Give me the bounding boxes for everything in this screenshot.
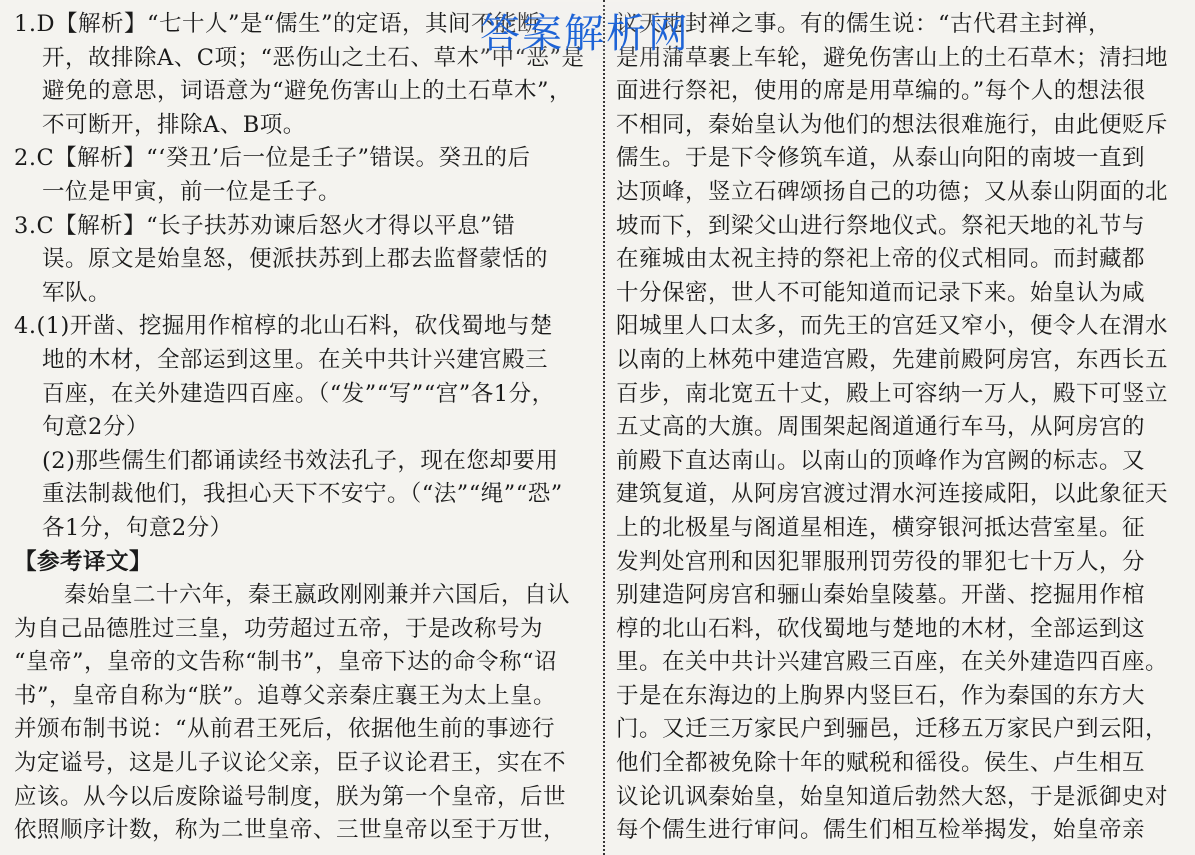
column-divider (603, 0, 605, 855)
text-line: 每个儒生进行审问。儒生们相互检举揭发，始皇帝亲 (616, 817, 1146, 844)
text-line: 开，故排除A、C项；“恶伤山之土石、草木”中“恶”是 (42, 44, 585, 71)
text-line: 一位是甲寅，前一位是壬子。 (42, 178, 342, 205)
text-line: 4.(1)开凿、挖掘用作棺椁的北山石料，砍伐蜀地与楚 (14, 313, 553, 340)
text-line: 3.C【解析】“长子扶苏劝谏后怒火才得以平息”错 (14, 212, 516, 239)
text-line: 前殿下直达南山。以南山的顶峰作为宫阙的标志。又 (616, 447, 1146, 474)
text-line: 议天地封禅之事。有的儒生说：“古代君主封禅， (616, 11, 1112, 37)
text-line: 在雍城由太祝主持的祭祀上帝的仪式相同。而封藏都 (616, 246, 1146, 273)
text-line: 阳城里人口太多，而先王的宫廷又窄小，便令人在渭水 (616, 313, 1169, 340)
text-line: 为定谥号，这是儿子议论父亲，臣子议论君王，实在不 (14, 750, 567, 777)
text-line: 建筑复道，从阿房宫渡过渭水河连接咸阳，以此象征天 (616, 481, 1169, 508)
text-line: 书”，皇帝自称为“朕”。追尊父亲秦庄襄王为太上皇。 (14, 682, 557, 709)
text-line: 以南的上林苑中建造宫殿，先建前殿阿房宫，东西长五 (616, 346, 1169, 373)
text-line: “皇帝”，皇帝的文告称“制书”，皇帝下达的命令称“诏 (14, 649, 558, 676)
text-line: 五丈高的大旗。周围架起阁道通行车马，从阿房宫的 (616, 414, 1146, 441)
text-line: 避免的意思，词语意为“避免伤害山上的土石草木”， (42, 78, 573, 105)
text-line: 别建造阿房宫和骊山秦始皇陵墓。开凿、挖掘用作棺 (616, 582, 1146, 609)
text-line: (2)那些儒生们都诵读经书效法孔子，现在您却要用 (42, 447, 559, 474)
text-line: 他们全都被免除十年的赋税和徭役。侯生、卢生相互 (616, 750, 1146, 777)
text-line: 达顶峰，竖立石碑颂扬自己的功德；又从泰山阴面的北 (616, 178, 1169, 205)
text-line: 应该。从今以后废除谥号制度，朕为第一个皇帝，后世 (14, 783, 567, 810)
text-line: 1.D【解析】“七十人”是“儒生”的定语，其间不能断 (14, 11, 541, 37)
text-line: 依照顺序计数，称为二世皇帝、三世皇帝以至于万世， (14, 817, 567, 844)
text-line: 上的北极星与阁道星相连，横穿银河抵达营室星。征 (616, 514, 1146, 541)
text-line: 各1分，句意2分） (42, 514, 233, 541)
text-line: 误。原文是始皇怒，便派扶苏到上郡去监督蒙恬的 (42, 246, 549, 273)
text-line: 门。又迁三万家民户到骊邑，迁移五万家民户到云阳， (616, 716, 1169, 743)
text-line: 于是在东海边的上朐界内竖巨石，作为秦国的东方大 (616, 682, 1146, 709)
text-line: 不可断开，排除A、B项。 (42, 111, 306, 138)
text-line: 百座，在关外建造四百座。（“发”“写”“宫”各1分， (42, 380, 555, 407)
text-line: 椁的北山石料，砍伐蜀地与楚地的木材，全部运到这 (616, 615, 1146, 642)
text-line: 是用蒲草裹上车轮，避免伤害山上的土石草木；清扫地 (616, 44, 1169, 71)
text-line: 议论讥讽秦始皇，始皇知道后勃然大怒，于是派御史对 (616, 783, 1169, 810)
text-line: 并颁布制书说：“从前君王死后，依据他生前的事迹行 (14, 716, 556, 743)
text-line: 句意2分） (42, 414, 149, 441)
text-line: 为自己品德胜过三皇，功劳超过五帝，于是改称号为 (14, 615, 544, 642)
text-line: 发判处宫刑和因犯罪服刑罚劳役的罪犯七十万人，分 (616, 548, 1146, 575)
text-line: 坡而下，到梁父山进行祭地仪式。祭祀天地的礼节与 (616, 212, 1146, 239)
text-line: 军队。 (42, 279, 112, 306)
text-line: 里。在关中共计兴建宫殿三百座，在关外建造四百座。 (616, 649, 1169, 676)
watermark-logo: 答案解析网 (480, 2, 690, 59)
text-line: 不相同，秦始皇认为他们的想法很难施行，由此便贬斥 (616, 111, 1169, 138)
text-line: 十分保密，世人不可能知道而记录下来。始皇认为咸 (616, 279, 1146, 306)
text-line: 地的木材，全部运到这里。在关中共计兴建宫殿三 (42, 346, 549, 373)
text-line: 面进行祭祀，使用的席是用草编的。”每个人的想法很 (616, 78, 1146, 105)
text-line: 儒生。于是下令修筑车道，从泰山向阳的南坡一直到 (616, 145, 1146, 172)
text-line: 重法制裁他们，我担心天下不安宁。（“法”“绳”“恐” (42, 481, 563, 508)
section-heading: 【参考译文】 (14, 548, 153, 575)
right-column (616, 8, 1188, 848)
text-line: 2.C【解析】“‘癸丑’后一位是壬子”错误。癸丑的后 (14, 145, 531, 172)
left-column (14, 8, 594, 848)
text-line: 百步，南北宽五十丈，殿上可容纳一万人，殿下可竖立 (616, 380, 1169, 407)
text-line: 秦始皇二十六年，秦王嬴政刚刚兼并六国后，自认 (64, 582, 571, 609)
